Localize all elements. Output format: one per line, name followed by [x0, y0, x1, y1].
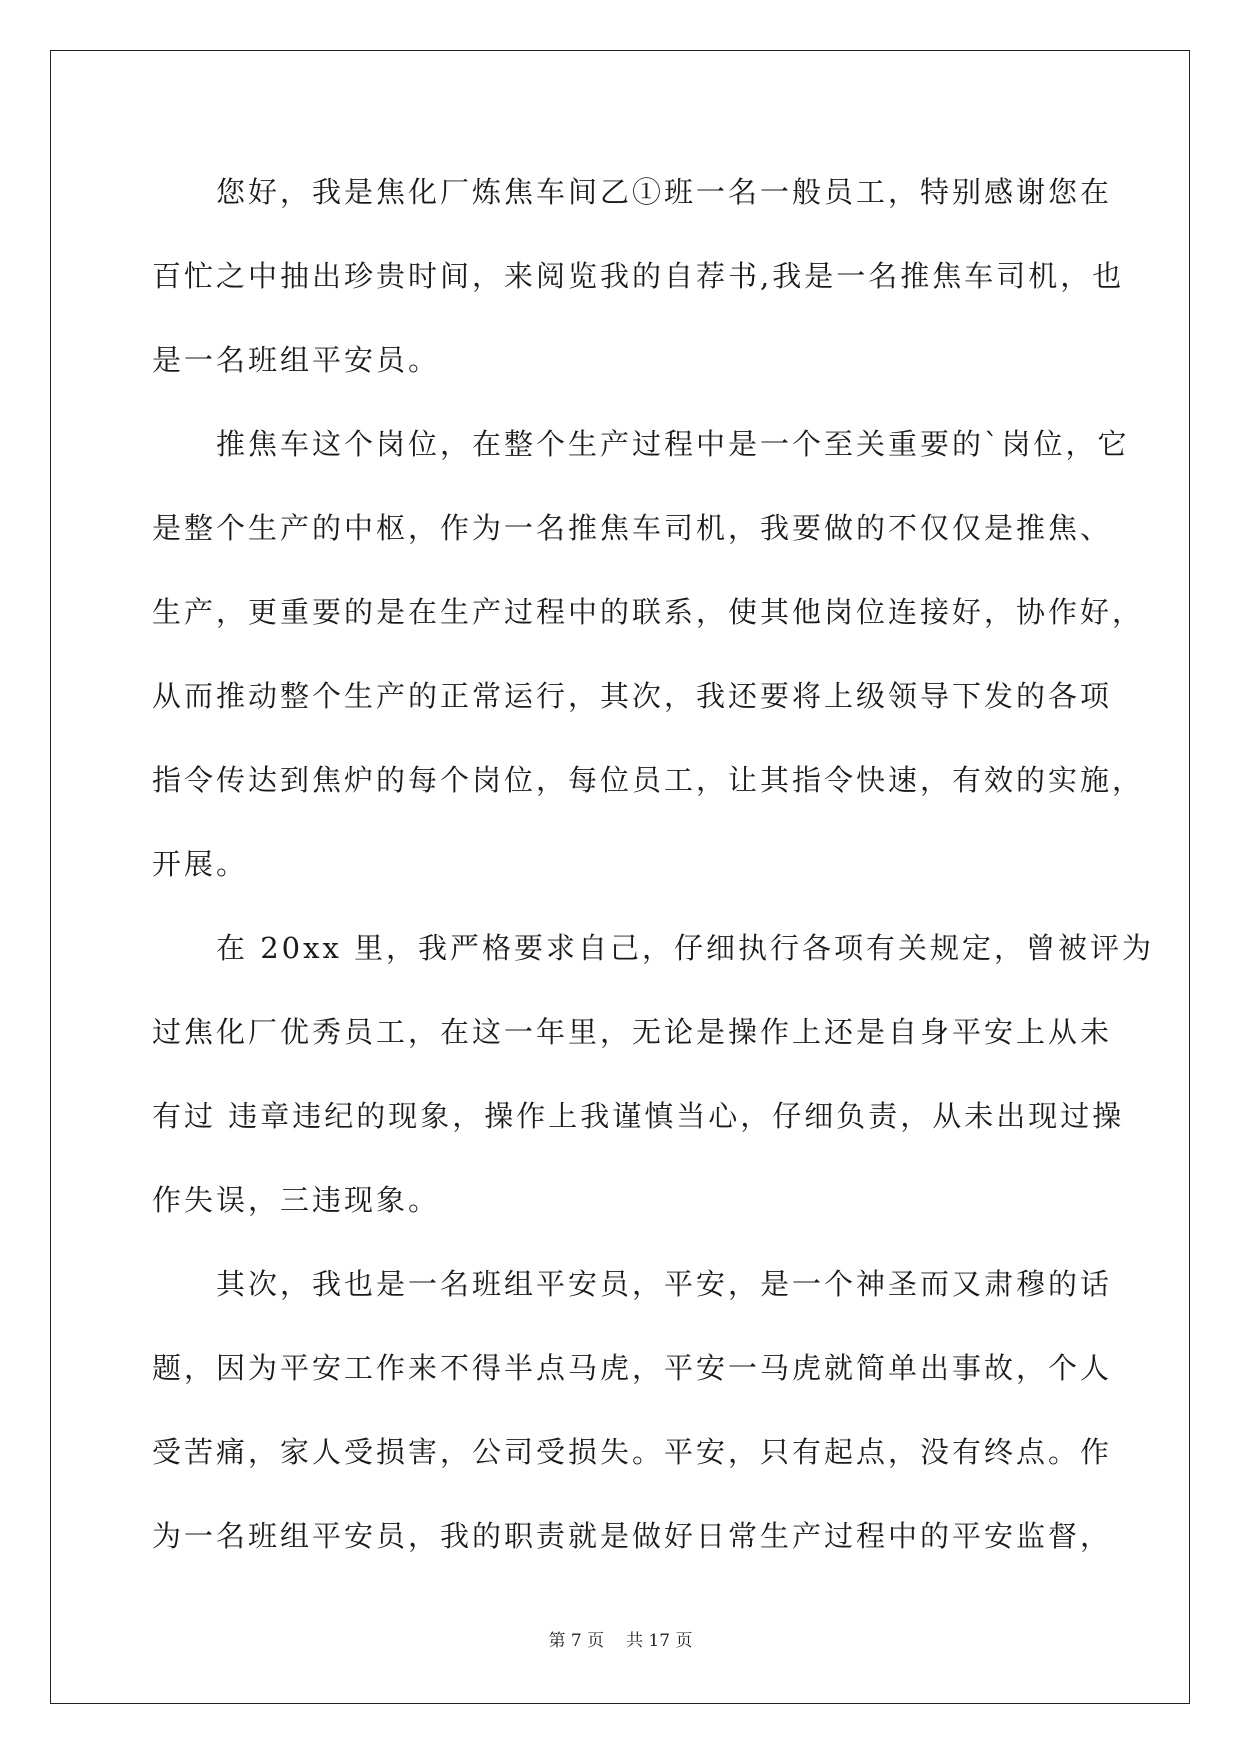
text-line: 是整个生产的中枢，作为一名推焦车司机，我要做的不仅仅是推焦、 [152, 511, 1113, 545]
text-line: 为一名班组平安员，我的职责就是做好日常生产过程中的平安监督， [152, 1519, 1113, 1553]
page-total: 共 17 页 [626, 1631, 693, 1651]
text-line: 推焦车这个岗位，在整个生产过程中是一个至关重要的`岗位，它 [152, 427, 1130, 461]
text-line: 生产，更重要的是在生产过程中的联系，使其他岗位连接好，协作好， [152, 595, 1145, 629]
text-line: 百忙之中抽出珍贵时间，来阅览我的自荐书,我是一名推焦车司机，也 [152, 259, 1125, 293]
text-line: 在 20xx 里，我严格要求自己，仔细执行各项有关规定，曾被评为 [152, 931, 1155, 965]
page-number: 第 7 页 [548, 1631, 605, 1651]
text-line: 开展。 [152, 847, 249, 881]
text-line: 有过 违章违纪的现象，操作上我谨慎当心，仔细负责，从未出现过操 [152, 1099, 1125, 1133]
text-line: 指令传达到焦炉的每个岗位，每位员工，让其指令快速，有效的实施， [152, 763, 1145, 797]
text-line: 题，因为平安工作来不得半点马虎，平安一马虎就简单出事故，个人 [152, 1351, 1113, 1385]
text-line: 您好，我是焦化厂炼焦车间乙①班一名一般员工，特别感谢您在 [152, 175, 1113, 209]
text-line: 过焦化厂优秀员工，在这一年里，无论是操作上还是自身平安上从未 [152, 1015, 1113, 1049]
page-footer [0, 1626, 1241, 1651]
text-line: 作失误，三违现象。 [152, 1183, 441, 1217]
text-line: 从而推动整个生产的正常运行，其次，我还要将上级领导下发的各项 [152, 679, 1113, 713]
text-line: 是一名班组平安员。 [152, 343, 441, 377]
text-line: 其次，我也是一名班组平安员，平安，是一个神圣而又肃穆的话 [152, 1267, 1113, 1301]
document-body [152, 162, 1155, 1590]
text-line: 受苦痛，家人受损害，公司受损失。平安，只有起点，没有终点。作 [152, 1435, 1113, 1469]
